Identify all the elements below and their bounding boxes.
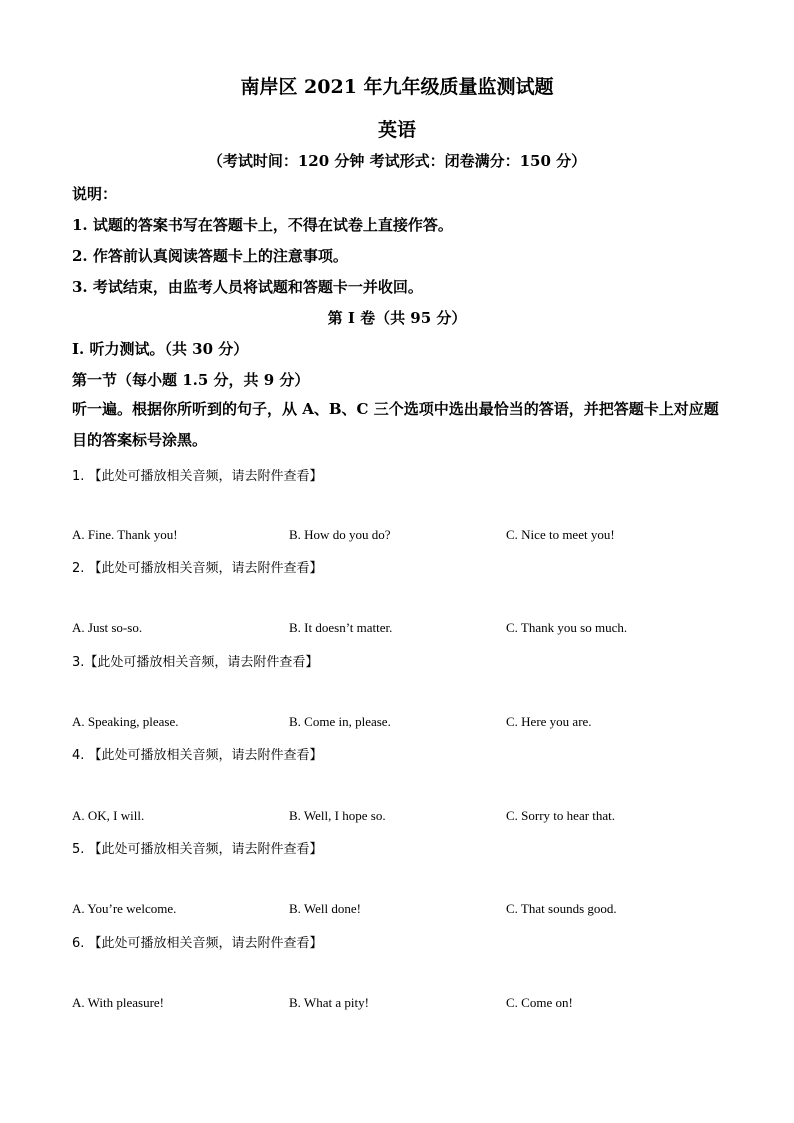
question-prompt-3: 3.【此处可播放相关音频，请去附件查看】 bbox=[72, 655, 319, 670]
question-1-option-c: C. Nice to meet you! bbox=[506, 527, 615, 542]
notes-heading: 说明： bbox=[72, 185, 118, 203]
question-4-option-a: A. OK, I will. bbox=[72, 808, 145, 823]
exam-info: （考试时间：120 分钟 考试形式：闭卷满分：150 分） bbox=[207, 152, 587, 170]
question-5-option-a: A. You’re welcome. bbox=[72, 901, 177, 916]
question-6-option-b: B. What a pity! bbox=[289, 995, 369, 1010]
note-item-3: 3. 考试结束，由监考人员将试题和答题卡一并收回。 bbox=[72, 278, 423, 296]
question-3-option-b: B. Come in, please. bbox=[289, 714, 391, 729]
question-5-option-b: B. Well done! bbox=[289, 901, 362, 916]
question-5-option-c: C. That sounds good. bbox=[506, 901, 617, 916]
question-prompt-6: 6. 【此处可播放相关音频，请去附件查看】 bbox=[72, 936, 323, 951]
subsection-heading: 第一节（每小题 1.5 分，共 9 分） bbox=[72, 371, 310, 389]
question-prompt-1: 1. 【此处可播放相关音频，请去附件查看】 bbox=[72, 469, 323, 484]
question-2-option-a: A. Just so-so. bbox=[72, 620, 143, 635]
exam-title: 南岸区 2021 年九年级质量监测试题 bbox=[240, 76, 554, 98]
part-heading: 第 I 卷（共 95 分） bbox=[327, 309, 467, 327]
question-1-option-a: A. Fine. Thank you! bbox=[72, 527, 178, 542]
section-heading: I. 听力测试。（共 30 分） bbox=[72, 340, 249, 358]
question-prompt-5: 5. 【此处可播放相关音频，请去附件查看】 bbox=[72, 842, 323, 857]
note-item-2: 2. 作答前认真阅读答题卡上的注意事项。 bbox=[72, 247, 348, 265]
question-3-option-a: A. Speaking, please. bbox=[72, 714, 179, 729]
question-6-option-a: A. With pleasure! bbox=[72, 995, 165, 1010]
section-instruction: 听一遍。根据你所听到的句子，从 A、B、C 三个选项中选出最恰当的答语，并把答题卡上对应题目的答案标号涂黑。 bbox=[72, 400, 719, 449]
question-3-option-c: C. Here you are. bbox=[506, 714, 592, 729]
question-6-option-c: C. Come on! bbox=[506, 995, 573, 1010]
question-4-option-c: C. Sorry to hear that. bbox=[506, 808, 616, 823]
exam-subject: 英语 bbox=[377, 119, 416, 141]
question-2-option-c: C. Thank you so much. bbox=[506, 620, 628, 635]
question-4-option-b: B. Well, I hope so. bbox=[289, 808, 386, 823]
question-prompt-4: 4. 【此处可播放相关音频，请去附件查看】 bbox=[72, 748, 323, 763]
question-1-option-b: B. How do you do? bbox=[289, 527, 391, 542]
question-prompt-2: 2. 【此处可播放相关音频，请去附件查看】 bbox=[72, 561, 323, 576]
note-item-1: 1. 试题的答案书写在答题卡上，不得在试卷上直接作答。 bbox=[72, 216, 453, 234]
question-2-option-b: B. It doesn’t matter. bbox=[289, 620, 393, 635]
